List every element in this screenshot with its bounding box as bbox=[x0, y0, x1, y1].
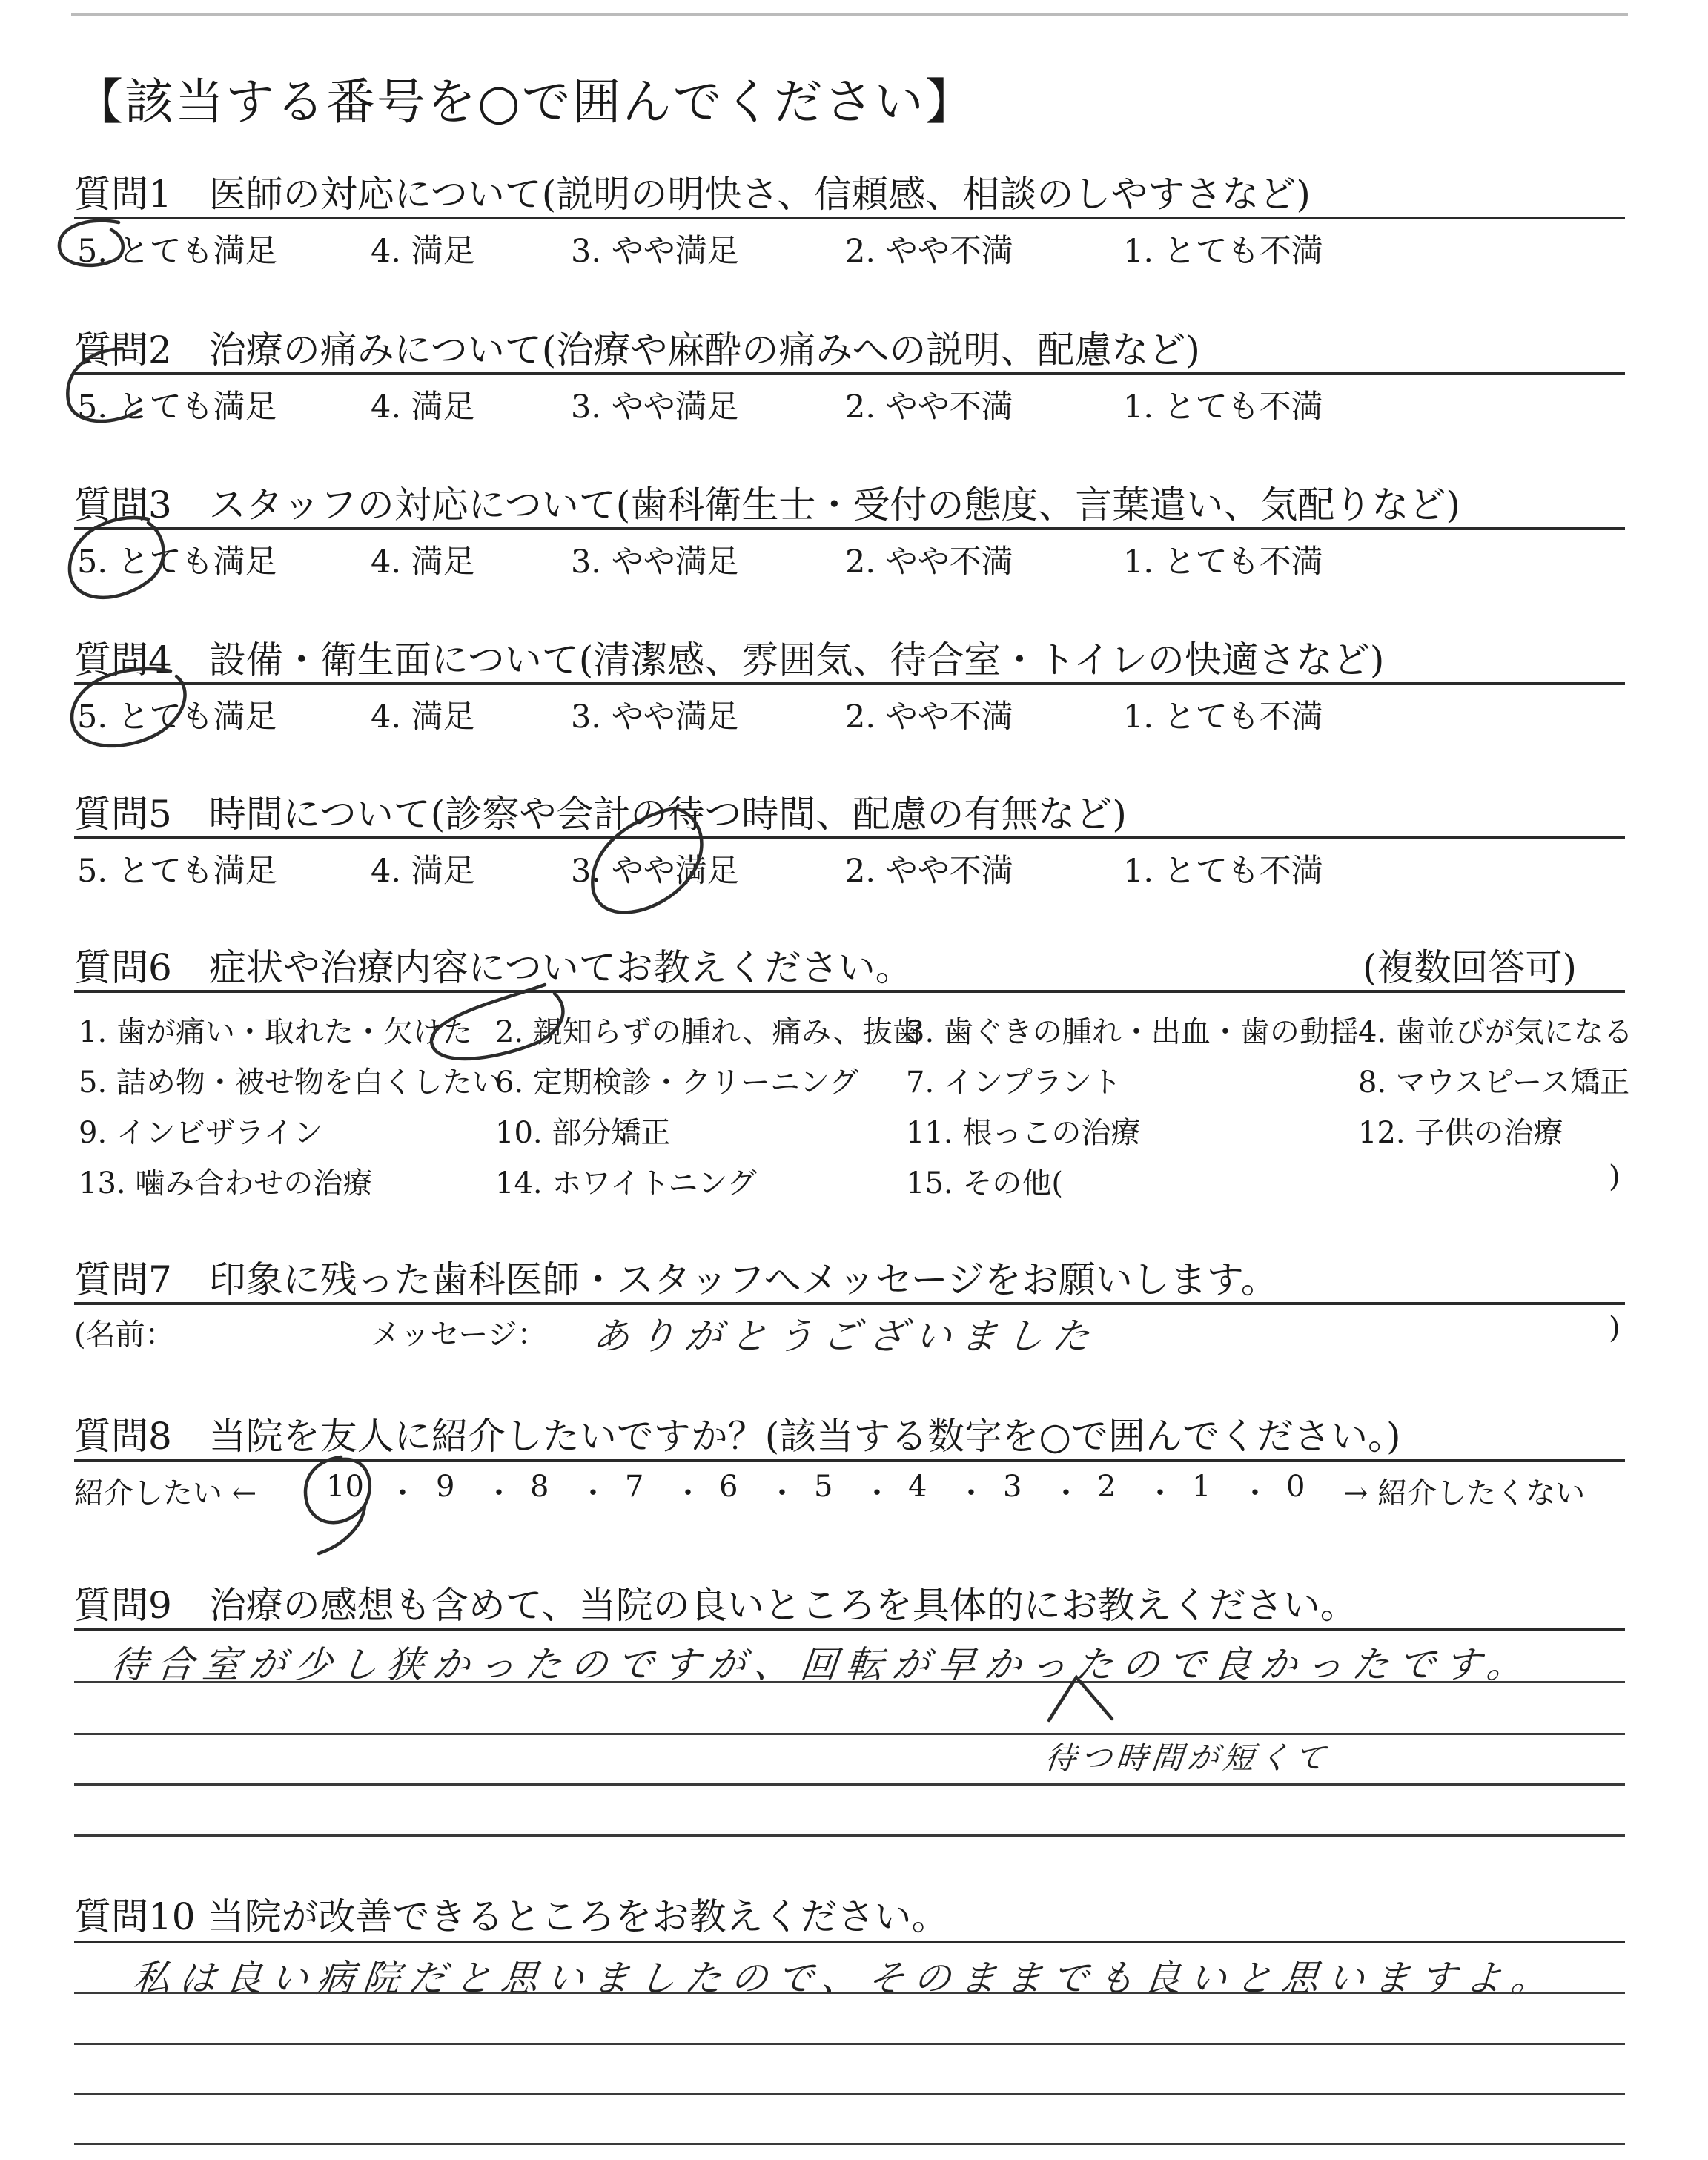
q1-option-2[interactable]: 2. やや不満 bbox=[845, 233, 1013, 270]
q6-option-13[interactable]: 13. 噛み合わせの治療 bbox=[79, 1166, 373, 1200]
q6-option-11[interactable]: 11. 根っこの治療 bbox=[906, 1116, 1141, 1150]
q6-option-12[interactable]: 12. 子供の治療 bbox=[1358, 1116, 1563, 1150]
question-2-rule bbox=[74, 372, 1625, 375]
question-6-note: (複数回答可) bbox=[1363, 946, 1578, 989]
q8-selection-tail bbox=[319, 1505, 365, 1553]
q8-separator: ・ bbox=[578, 1476, 608, 1510]
q8-separator: ・ bbox=[673, 1476, 703, 1510]
question-1-title: 質問1 医師の対応について(説明の明快さ、信頼感、相談のしやすさなど) bbox=[74, 173, 1311, 216]
q8-scale-3[interactable]: 3 bbox=[1003, 1470, 1022, 1504]
q9-answer-handwritten[interactable]: 待合室が少し狭かったのですが、回転が早かったので良かったです。 bbox=[108, 1643, 1535, 1686]
q4-option-5[interactable]: 5. とても満足 bbox=[77, 698, 277, 736]
q6-option-5[interactable]: 5. 詰め物・被せ物を白くしたい bbox=[79, 1066, 502, 1100]
question-8-rule bbox=[74, 1459, 1625, 1462]
q8-scale-9[interactable]: 9 bbox=[436, 1470, 455, 1504]
q6-option-9[interactable]: 9. インビザライン bbox=[79, 1116, 323, 1150]
question-10-rule bbox=[74, 1941, 1625, 1943]
question-10-title: 質問10 当院が改善できるところをお教えください。 bbox=[74, 1895, 949, 1938]
q8-scale-7[interactable]: 7 bbox=[625, 1470, 644, 1504]
question-8-title: 質問8 当院を友人に紹介したいですか？(該当する数字を○で囲んでください。) bbox=[74, 1415, 1401, 1458]
q5-option-4[interactable]: 4. 満足 bbox=[371, 853, 475, 890]
q7-name-label: (名前： bbox=[74, 1318, 175, 1352]
q9-insertion-handwritten: 待つ時間が短くて bbox=[1043, 1740, 1332, 1776]
q3-option-4[interactable]: 4. 満足 bbox=[371, 544, 475, 581]
question-7-title: 質問7 印象に残った歯科医師・スタッフへメッセージをお願いします。 bbox=[74, 1258, 1278, 1301]
q4-option-3[interactable]: 3. やや満足 bbox=[571, 698, 739, 736]
question-6-title: 質問6 症状や治療内容についてお教えください。 bbox=[74, 946, 913, 989]
q6-option-8[interactable]: 8. マウスピース矯正 bbox=[1358, 1066, 1630, 1100]
q8-separator: ・ bbox=[1051, 1476, 1081, 1510]
q3-option-5[interactable]: 5. とても満足 bbox=[77, 544, 277, 581]
page-top-border bbox=[71, 13, 1628, 16]
question-4-title: 質問4 設備・衛生面について(清潔感、雰囲気、待合室・トイレの快適さなど) bbox=[74, 638, 1385, 681]
q5-option-5[interactable]: 5. とても満足 bbox=[77, 853, 277, 890]
question-7-rule bbox=[74, 1302, 1625, 1305]
q7-message-label: メッセージ： bbox=[371, 1318, 547, 1352]
q8-separator: ・ bbox=[388, 1476, 417, 1510]
question-5-rule bbox=[74, 836, 1625, 839]
question-4-rule bbox=[74, 682, 1625, 685]
q3-option-3[interactable]: 3. やや満足 bbox=[571, 544, 739, 581]
q8-right-label: → 紹介したくない bbox=[1343, 1476, 1586, 1510]
question-2-title: 質問2 治療の痛みについて(治療や麻酔の痛みへの説明、配慮など) bbox=[74, 328, 1200, 371]
q6-option-15[interactable]: 15. その他( bbox=[906, 1166, 1063, 1200]
q1-option-5[interactable]: 5. とても満足 bbox=[77, 233, 277, 270]
q3-option-1[interactable]: 1. とても不満 bbox=[1123, 544, 1323, 581]
q4-option-1[interactable]: 1. とても不満 bbox=[1123, 698, 1323, 736]
q5-option-3[interactable]: 3. やや満足 bbox=[571, 853, 739, 890]
q9-answer-line bbox=[74, 1783, 1625, 1786]
q8-scale-6[interactable]: 6 bbox=[719, 1470, 738, 1504]
q9-answer-line bbox=[74, 1834, 1625, 1837]
q2-option-5[interactable]: 5. とても満足 bbox=[77, 389, 277, 426]
q6-option-14[interactable]: 14. ホワイトニング bbox=[495, 1166, 757, 1200]
q8-scale-5[interactable]: 5 bbox=[814, 1470, 833, 1504]
q6-option-1[interactable]: 1. 歯が痛い・取れた・欠けた bbox=[79, 1015, 472, 1049]
q10-answer-line bbox=[74, 1992, 1625, 1994]
q6-option-2[interactable]: 2. 親知らずの腫れ、痛み、抜歯 bbox=[495, 1015, 922, 1049]
question-3-title: 質問3 スタッフの対応について(歯科衛生士・受付の態度、言葉遣い、気配りなど) bbox=[74, 483, 1460, 526]
question-5-title: 質問5 時間について(診察や会計の待つ時間、配慮の有無など) bbox=[74, 793, 1127, 836]
q8-separator: ・ bbox=[484, 1476, 514, 1510]
q6-option-6[interactable]: 6. 定期検診・クリーニング bbox=[495, 1066, 859, 1100]
q3-option-2[interactable]: 2. やや不満 bbox=[845, 544, 1013, 581]
q5-option-2[interactable]: 2. やや不満 bbox=[845, 853, 1013, 890]
question-9-title: 質問9 治療の感想も含めて、当院の良いところを具体的にお教えください。 bbox=[74, 1584, 1357, 1627]
q6-option-10[interactable]: 10. 部分矯正 bbox=[495, 1116, 671, 1150]
q8-scale-1[interactable]: 1 bbox=[1192, 1470, 1211, 1504]
q9-answer-line bbox=[74, 1733, 1625, 1735]
q4-option-4[interactable]: 4. 満足 bbox=[371, 698, 475, 736]
q2-option-2[interactable]: 2. やや不満 bbox=[845, 389, 1013, 426]
q10-answer-line bbox=[74, 2093, 1625, 2095]
question-6-rule bbox=[74, 990, 1625, 993]
q2-option-3[interactable]: 3. やや満足 bbox=[571, 389, 739, 426]
page-heading: 【該当する番号を○で囲んでください】 bbox=[74, 73, 976, 131]
q8-separator: ・ bbox=[1145, 1476, 1175, 1510]
q5-option-1[interactable]: 1. とても不満 bbox=[1123, 853, 1323, 890]
q6-option-3[interactable]: 3. 歯ぐきの腫れ・出血・歯の動揺 bbox=[906, 1015, 1359, 1049]
q4-option-2[interactable]: 2. やや不満 bbox=[845, 698, 1013, 736]
q8-separator: ・ bbox=[767, 1476, 797, 1510]
q7-message-handwritten[interactable]: ありがとうございました bbox=[590, 1315, 1101, 1358]
question-1-rule bbox=[74, 217, 1625, 219]
q7-close-paren: ) bbox=[1609, 1311, 1621, 1345]
q8-scale-8[interactable]: 8 bbox=[530, 1470, 549, 1504]
q6-option-15-close-paren: ) bbox=[1609, 1160, 1621, 1194]
q10-answer-line bbox=[74, 2043, 1625, 2045]
q10-answer-line bbox=[74, 2143, 1625, 2145]
q1-option-3[interactable]: 3. やや満足 bbox=[571, 233, 739, 270]
q2-option-1[interactable]: 1. とても不満 bbox=[1123, 389, 1323, 426]
q2-option-4[interactable]: 4. 満足 bbox=[371, 389, 475, 426]
q8-scale-0[interactable]: 0 bbox=[1286, 1470, 1305, 1504]
q1-option-4[interactable]: 4. 満足 bbox=[371, 233, 475, 270]
q6-option-4[interactable]: 4. 歯並びが気になる bbox=[1358, 1015, 1633, 1049]
q9-answer-line bbox=[74, 1681, 1625, 1683]
q8-separator: ・ bbox=[1240, 1476, 1270, 1510]
q8-left-label: 紹介したい ← bbox=[74, 1476, 257, 1510]
q8-scale-4[interactable]: 4 bbox=[908, 1470, 927, 1504]
question-3-rule bbox=[74, 527, 1625, 530]
q8-separator: ・ bbox=[862, 1476, 892, 1510]
q10-answer-handwritten[interactable]: 私は良い病院だと思いましたので、そのままでも良いと思いますよ。 bbox=[130, 1957, 1560, 2000]
q6-option-7[interactable]: 7. インプラント bbox=[906, 1066, 1122, 1100]
q1-option-1[interactable]: 1. とても不満 bbox=[1123, 233, 1323, 270]
q8-separator: ・ bbox=[956, 1476, 986, 1510]
question-9-rule bbox=[74, 1628, 1625, 1631]
q8-scale-10[interactable]: 10 bbox=[326, 1470, 364, 1504]
q8-scale-2[interactable]: 2 bbox=[1097, 1470, 1116, 1504]
